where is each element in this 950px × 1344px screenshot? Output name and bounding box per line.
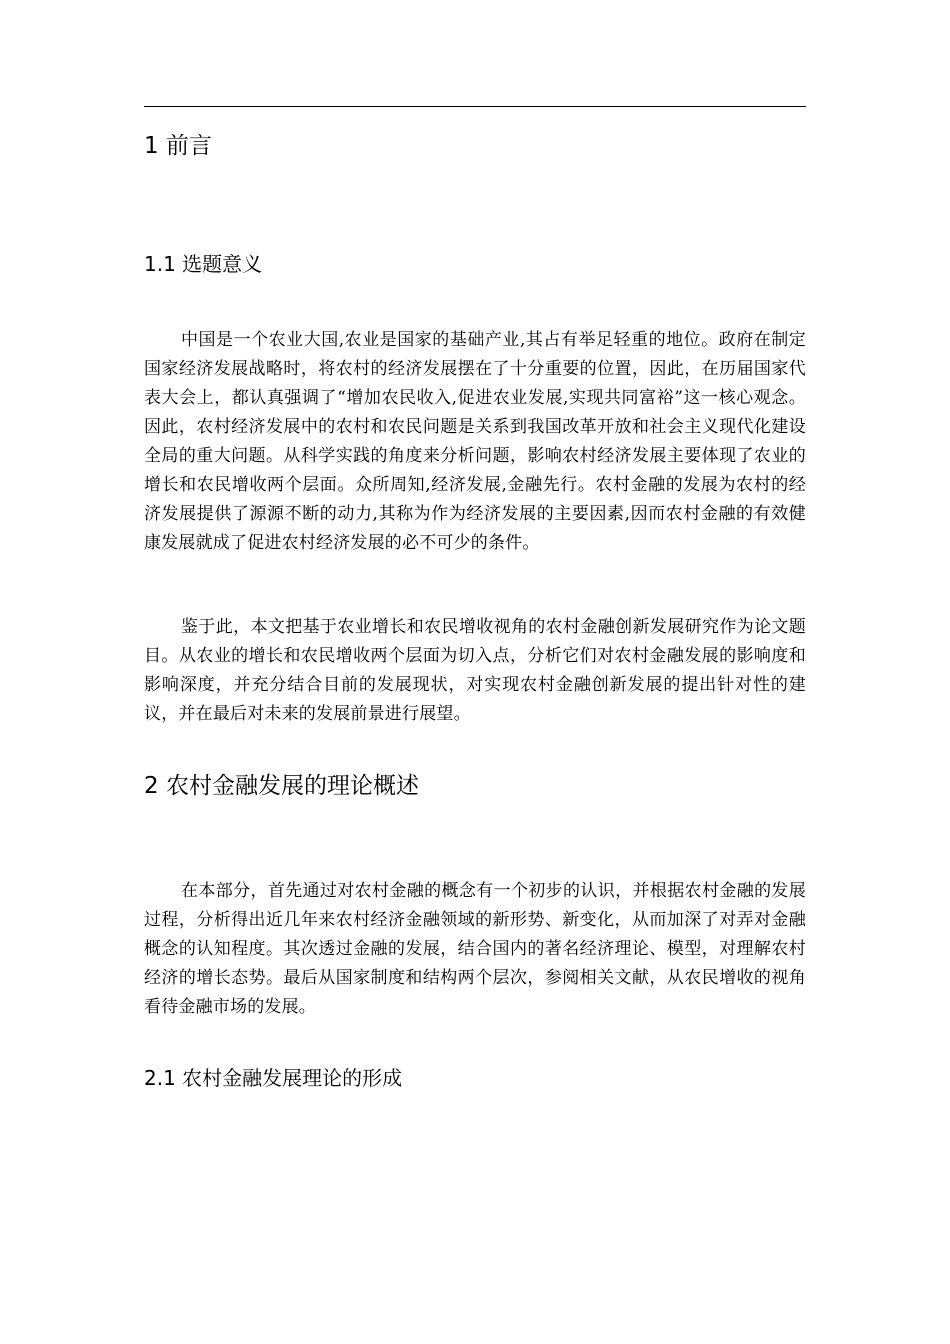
section-1-1-title: 1.1 选题意义	[144, 252, 263, 276]
section-2-title: 2 农村金融发展的理论概述	[144, 773, 419, 799]
section-1-1-paragraph-2: 鉴于此，本文把基于农业增长和农民增收视角的农村金融创新发展研究作为论文题目。从农业的增长和农民增收两个层面为切入点，分析它们对农村金融发展的影响度和影响深度，并充分结合目前的发展现状，对实现农村金融创新发展的提出针对性的建议，并在最后对未来的发展前景进行展望。	[144, 617, 806, 724]
header-rule	[144, 106, 806, 107]
section-2-1-title: 2.1 农村金融发展理论的形成	[144, 1066, 403, 1090]
section-1-title: 1 前言	[144, 133, 212, 159]
section-2-paragraph-1: 在本部分，首先通过对农村金融的概念有一个初步的认识，并根据农村金融的发展过程，分析得出近几年来农村经济金融领域的新形势、新变化，从而加深了对弄对金融概念的认知程度。其次透过金融的发展，结合国内的著名经济理论、模型，对理解农村经济的增长态势。最后从国家制度和结构两个层次，参阅相关文献，从农民增收的视角看待金融市场的发展。	[144, 881, 806, 1017]
section-1-1-paragraph-1: 中国是一个农业大国,农业是国家的基础产业,其占有举足轻重的地位。政府在制定国家经济发展战略时，将农村的经济发展摆在了十分重要的位置，因此，在历届国家代表大会上，都认真强调了“增加农民收入,促进农业发展,实现共同富裕”这一核心观念。因此，农村经济发展中的农村和农民问题是关系到我国改革开放和社会主义现代化建设全局的重大问题。从科学实践的角度来分析问题，影响农村经济发展主要体现了农业的增长和农民增收两个层面。众所周知,经济发展,金融先行。农村金融的发展为农村的经济发展提供了源源不断的动力,其称为作为经济发展的主要因素,因而农村金融的有效健康发展就成了促进农村经济发展的必不可少的条件。	[144, 330, 806, 553]
